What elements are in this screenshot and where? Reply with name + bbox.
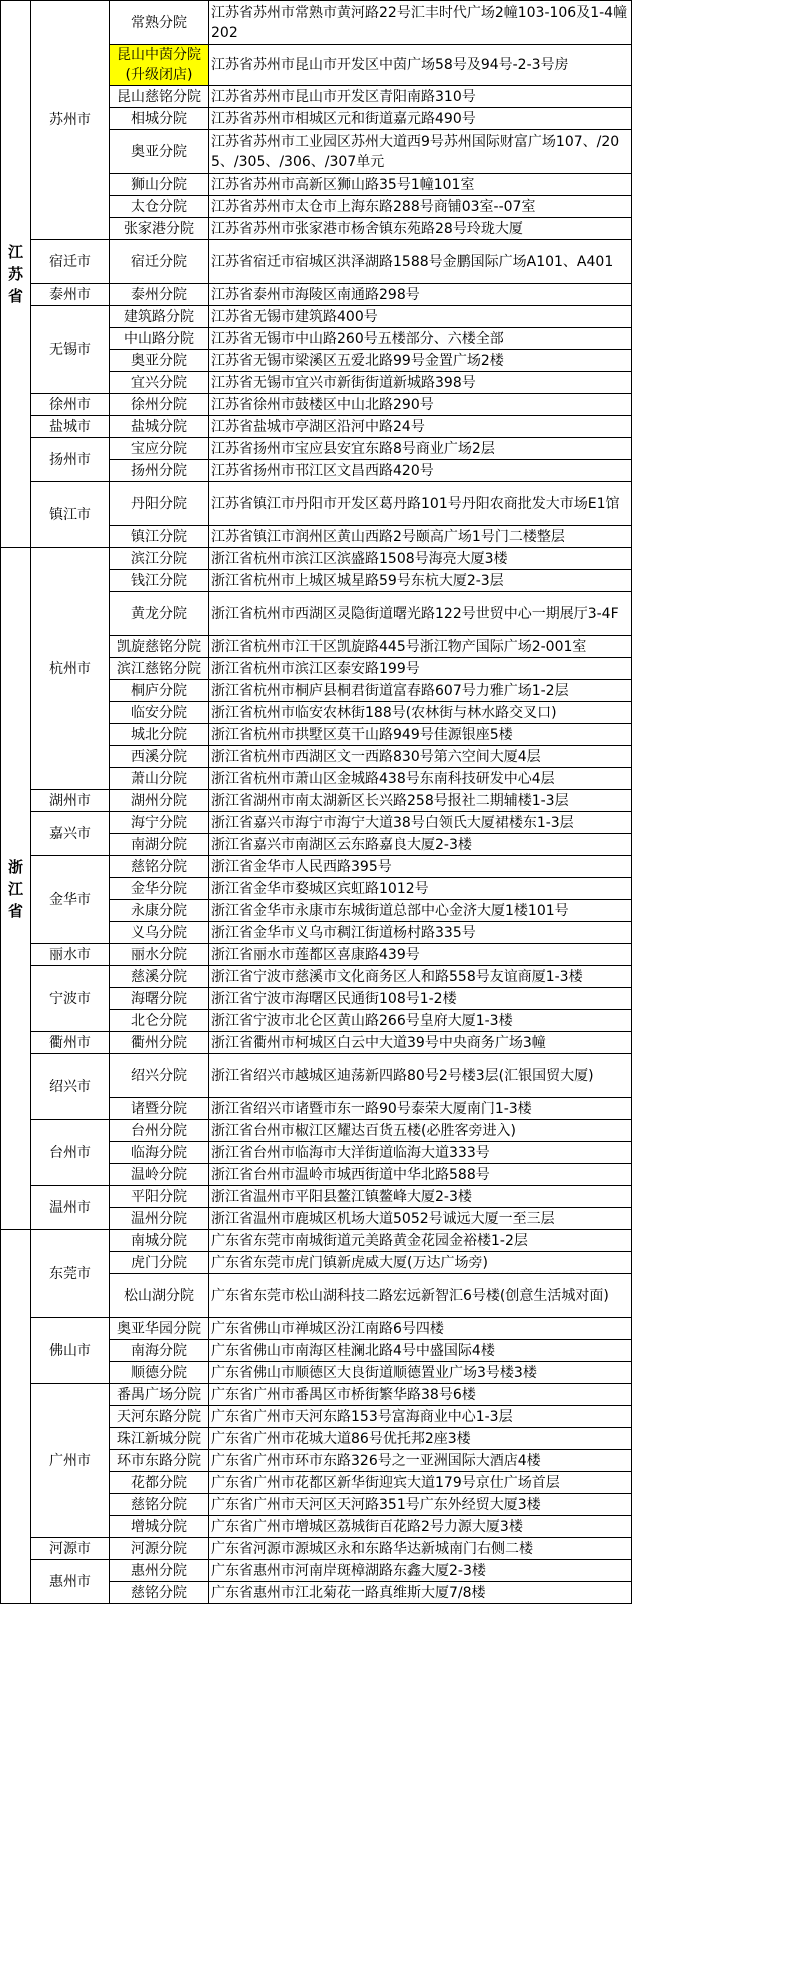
branch-address: 广东省广州市天河东路153号富海商业中心1-3层 <box>209 1406 632 1428</box>
branch-name: 温州分院 <box>110 1208 209 1230</box>
branch-address: 江苏省苏州市太仓市上海东路288号商铺03室--07室 <box>209 196 632 218</box>
branch-name: 昆山慈铭分院 <box>110 86 209 108</box>
branch-name: 钱江分院 <box>110 570 209 592</box>
table-row <box>1 284 632 306</box>
city-name: 镇江市 <box>31 482 110 548</box>
branch-address: 浙江省杭州市滨江区滨盛路1508号海亮大厦3楼 <box>209 548 632 570</box>
branch-name: 天河东路分院 <box>110 1406 209 1428</box>
province-name: 江苏省 <box>7 243 23 305</box>
branch-name: 湖州分院 <box>110 790 209 812</box>
branch-name: 昆山中茵分院(升级闭店) <box>110 45 209 86</box>
branch-name: 珠江新城分院 <box>110 1428 209 1450</box>
branch-name: 花都分院 <box>110 1472 209 1494</box>
table-row <box>1 240 632 284</box>
table-row <box>1 1318 632 1340</box>
branch-name: 西溪分院 <box>110 746 209 768</box>
table-row <box>1 394 632 416</box>
branch-name: 宜兴分院 <box>110 372 209 394</box>
branch-address: 浙江省温州市鹿城区机场大道5052号诚远大厦一至三层 <box>209 1208 632 1230</box>
branch-name: 奥亚华园分院 <box>110 1318 209 1340</box>
branch-address: 江苏省苏州市常熟市黄河路22号汇丰时代广场2幢103-106及1-4幢202 <box>209 1 632 45</box>
branch-address: 浙江省台州市临海市大洋街道临海大道333号 <box>209 1142 632 1164</box>
branch-name: 南海分院 <box>110 1340 209 1362</box>
city-name: 湖州市 <box>31 790 110 812</box>
branch-name: 黄龙分院 <box>110 592 209 636</box>
branch-address: 广东省东莞市南城街道元美路黄金花园金裕楼1-2层 <box>209 1230 632 1252</box>
branch-address: 江苏省无锡市中山路260号五楼部分、六楼全部 <box>209 328 632 350</box>
city-name: 扬州市 <box>31 438 110 482</box>
branch-name: 环市东路分院 <box>110 1450 209 1472</box>
city-name: 绍兴市 <box>31 1054 110 1120</box>
branch-name: 宿迁分院 <box>110 240 209 284</box>
branch-address: 江苏省扬州市邗江区文昌西路420号 <box>209 460 632 482</box>
branch-name: 增城分院 <box>110 1516 209 1538</box>
branch-name: 慈溪分院 <box>110 966 209 988</box>
branch-address: 广东省东莞市松山湖科技二路宏远新智汇6号楼(创意生活城对面) <box>209 1274 632 1318</box>
branch-address: 浙江省温州市平阳县鳌江镇鳌峰大厦2-3楼 <box>209 1186 632 1208</box>
branch-name: 北仑分院 <box>110 1010 209 1032</box>
table-row <box>1 416 632 438</box>
province-name: 浙江省 <box>7 857 23 920</box>
table-row <box>1 306 632 328</box>
branch-name: 桐庐分院 <box>110 680 209 702</box>
branch-name: 海曙分院 <box>110 988 209 1010</box>
branch-name: 临安分院 <box>110 702 209 724</box>
table-row <box>1 944 632 966</box>
city-name: 丽水市 <box>31 944 110 966</box>
table-row <box>1 438 632 460</box>
branch-name: 凯旋慈铭分院 <box>110 636 209 658</box>
branch-name: 镇江分院 <box>110 526 209 548</box>
branch-address: 江苏省徐州市鼓楼区中山北路290号 <box>209 394 632 416</box>
city-name: 无锡市 <box>31 306 110 394</box>
city-name: 泰州市 <box>31 284 110 306</box>
branch-address: 浙江省宁波市海曙区民通街108号1-2楼 <box>209 988 632 1010</box>
branch-address: 广东省广州市环市东路326号之一亚洲国际大酒店4楼 <box>209 1450 632 1472</box>
branch-address: 广东省东莞市虎门镇新虎威大厦(万达广场旁) <box>209 1252 632 1274</box>
city-name: 河源市 <box>31 1538 110 1560</box>
table-row <box>1 1538 632 1560</box>
branch-address: 江苏省苏州市昆山市开发区青阳南路310号 <box>209 86 632 108</box>
branch-name: 张家港分院 <box>110 218 209 240</box>
city-name: 广州市 <box>31 1384 110 1538</box>
branch-name: 盐城分院 <box>110 416 209 438</box>
branch-name: 永康分院 <box>110 900 209 922</box>
table-row <box>1 856 632 878</box>
city-name: 苏州市 <box>31 1 110 240</box>
branch-address: 江苏省苏州市相城区元和街道嘉元路490号 <box>209 108 632 130</box>
branch-address: 浙江省台州市温岭市城西街道中华北路588号 <box>209 1164 632 1186</box>
branch-address: 江苏省泰州市海陵区南通路298号 <box>209 284 632 306</box>
branch-address: 浙江省金华市义乌市稠江街道杨村路335号 <box>209 922 632 944</box>
branch-name: 南湖分院 <box>110 834 209 856</box>
branch-name: 丹阳分院 <box>110 482 209 526</box>
branch-name: 番禺广场分院 <box>110 1384 209 1406</box>
branch-name: 丽水分院 <box>110 944 209 966</box>
branch-address: 江苏省苏州市工业园区苏州大道西9号苏州国际财富广场107、/205、/305、/306、/307单元 <box>209 130 632 174</box>
branch-address: 江苏省无锡市建筑路400号 <box>209 306 632 328</box>
branch-address: 广东省广州市天河区天河路351号广东外经贸大厦3楼 <box>209 1494 632 1516</box>
branch-name: 奥亚分院 <box>110 350 209 372</box>
branch-address: 广东省惠州市江北菊花一路真维斯大厦7/8楼 <box>209 1582 632 1604</box>
branch-name: 义乌分院 <box>110 922 209 944</box>
table-row <box>1 1384 632 1406</box>
branch-name: 河源分院 <box>110 1538 209 1560</box>
branch-address: 江苏省苏州市张家港市杨舍镇东苑路28号玲珑大厦 <box>209 218 632 240</box>
branch-name: 台州分院 <box>110 1120 209 1142</box>
branch-address: 浙江省金华市永康市东城街道总部中心金济大厦1楼101号 <box>209 900 632 922</box>
branch-name: 南城分院 <box>110 1230 209 1252</box>
branch-address: 江苏省宿迁市宿城区洪泽湖路1588号金鹏国际广场A101、A401 <box>209 240 632 284</box>
branch-address: 浙江省绍兴市越城区迪荡新四路80号2号楼3层(汇银国贸大厦) <box>209 1054 632 1098</box>
city-name: 杭州市 <box>31 548 110 790</box>
table-row <box>1 1032 632 1054</box>
branch-address: 浙江省嘉兴市南湖区云东路嘉良大厦2-3楼 <box>209 834 632 856</box>
branch-address: 广东省惠州市河南岸斑樟湖路东鑫大厦2-3楼 <box>209 1560 632 1582</box>
branch-address: 浙江省湖州市南太湖新区长兴路258号报社二期辅楼1-3层 <box>209 790 632 812</box>
city-name: 徐州市 <box>31 394 110 416</box>
branch-name: 松山湖分院 <box>110 1274 209 1318</box>
branch-address: 广东省广州市花城大道86号优托邦2座3楼 <box>209 1428 632 1450</box>
city-name: 台州市 <box>31 1120 110 1186</box>
branch-address: 浙江省绍兴市诸暨市东一路90号泰荣大厦南门1-3楼 <box>209 1098 632 1120</box>
branch-address: 江苏省扬州市宝应县安宜东路8号商业广场2层 <box>209 438 632 460</box>
table-row <box>1 1054 632 1098</box>
branch-name: 奥亚分院 <box>110 130 209 174</box>
branch-address: 浙江省金华市人民西路395号 <box>209 856 632 878</box>
city-name: 东莞市 <box>31 1230 110 1318</box>
table-row <box>1 790 632 812</box>
branch-name: 临海分院 <box>110 1142 209 1164</box>
city-name: 金华市 <box>31 856 110 944</box>
branch-name: 平阳分院 <box>110 1186 209 1208</box>
branch-name: 虎门分院 <box>110 1252 209 1274</box>
branch-name: 海宁分院 <box>110 812 209 834</box>
branch-address: 浙江省衢州市柯城区白云中大道39号中央商务广场3幢 <box>209 1032 632 1054</box>
branch-name: 泰州分院 <box>110 284 209 306</box>
branch-address: 广东省佛山市南海区桂澜北路4号中盛国际4楼 <box>209 1340 632 1362</box>
branch-name: 滨江慈铭分院 <box>110 658 209 680</box>
branch-address: 广东省佛山市禅城区汾江南路6号四楼 <box>209 1318 632 1340</box>
branch-address: 浙江省嘉兴市海宁市海宁大道38号白领氏大厦裙楼东1-3层 <box>209 812 632 834</box>
branch-address: 浙江省台州市椒江区耀达百货五楼(必胜客旁进入) <box>209 1120 632 1142</box>
branch-name: 慈铭分院 <box>110 1582 209 1604</box>
branch-address: 浙江省金华市婺城区宾虹路1012号 <box>209 878 632 900</box>
branch-name: 诸暨分院 <box>110 1098 209 1120</box>
branch-name: 城北分院 <box>110 724 209 746</box>
branch-address: 广东省河源市源城区永和东路华达新城南门右侧二楼 <box>209 1538 632 1560</box>
branch-name: 中山路分院 <box>110 328 209 350</box>
branch-address: 浙江省杭州市滨江区泰安路199号 <box>209 658 632 680</box>
branch-address: 浙江省杭州市西湖区文一西路830号第六空间大厦4层 <box>209 746 632 768</box>
branch-name: 太仓分院 <box>110 196 209 218</box>
table-row <box>1 1120 632 1142</box>
branch-name: 徐州分院 <box>110 394 209 416</box>
branch-address: 浙江省丽水市莲都区喜康路439号 <box>209 944 632 966</box>
branch-name: 慈铭分院 <box>110 856 209 878</box>
table-row <box>1 1560 632 1582</box>
branch-name: 金华分院 <box>110 878 209 900</box>
table-row <box>1 966 632 988</box>
city-name: 衢州市 <box>31 1032 110 1054</box>
branch-name: 滨江分院 <box>110 548 209 570</box>
branch-address: 江苏省无锡市宜兴市新街街道新城路398号 <box>209 372 632 394</box>
branch-name: 狮山分院 <box>110 174 209 196</box>
branch-address: 广东省广州市番禺区市桥街繁华路38号6楼 <box>209 1384 632 1406</box>
branch-address: 江苏省镇江市丹阳市开发区葛丹路101号丹阳农商批发大市场E1馆 <box>209 482 632 526</box>
branch-address: 广东省广州市花都区新华街迎宾大道179号京仕广场首层 <box>209 1472 632 1494</box>
branch-name: 常熟分院 <box>110 1 209 45</box>
city-name: 嘉兴市 <box>31 812 110 856</box>
city-name: 宁波市 <box>31 966 110 1032</box>
branch-name: 宝应分院 <box>110 438 209 460</box>
branch-address: 浙江省杭州市上城区城星路59号东杭大厦2-3层 <box>209 570 632 592</box>
branch-name: 衢州分院 <box>110 1032 209 1054</box>
branch-name: 萧山分院 <box>110 768 209 790</box>
branch-address: 浙江省杭州市萧山区金城路438号东南科技研发中心4层 <box>209 768 632 790</box>
city-name: 温州市 <box>31 1186 110 1230</box>
branch-name: 相城分院 <box>110 108 209 130</box>
city-name: 盐城市 <box>31 416 110 438</box>
table-row <box>1 482 632 526</box>
branch-address: 浙江省宁波市北仑区黄山路266号皇府大厦1-3楼 <box>209 1010 632 1032</box>
branch-address: 浙江省杭州市桐庐县桐君街道富春路607号力雅广场1-2层 <box>209 680 632 702</box>
city-name: 惠州市 <box>31 1560 110 1604</box>
branch-address: 江苏省苏州市高新区狮山路35号1幢101室 <box>209 174 632 196</box>
branch-address: 江苏省苏州市昆山市开发区中茵广场58号及94号-2-3号房 <box>209 45 632 86</box>
branch-address: 浙江省宁波市慈溪市文化商务区人和路558号友谊商厦1-3楼 <box>209 966 632 988</box>
branch-address: 浙江省杭州市西湖区灵隐街道曙光路122号世贸中心一期展厅3-4F <box>209 592 632 636</box>
branch-name: 慈铭分院 <box>110 1494 209 1516</box>
city-name: 佛山市 <box>31 1318 110 1384</box>
branch-name: 建筑路分院 <box>110 306 209 328</box>
branch-name: 温岭分院 <box>110 1164 209 1186</box>
branch-address: 江苏省盐城市亭湖区沿河中路24号 <box>209 416 632 438</box>
table-row <box>1 812 632 834</box>
table-row <box>1 548 632 570</box>
table-row <box>1 1 632 45</box>
branch-address: 江苏省无锡市梁溪区五爱北路99号金置广场2楼 <box>209 350 632 372</box>
branch-address: 浙江省杭州市临安农林街188号(农林街与林水路交叉口) <box>209 702 632 724</box>
branch-address: 江苏省镇江市润州区黄山西路2号颐高广场1号门二楼整层 <box>209 526 632 548</box>
branch-address: 浙江省杭州市江干区凯旋路445号浙江物产国际广场2-001室 <box>209 636 632 658</box>
branch-address: 广东省广州市增城区荔城街百花路2号力源大厦3楼 <box>209 1516 632 1538</box>
branch-name: 惠州分院 <box>110 1560 209 1582</box>
table-row <box>1 1186 632 1208</box>
branch-name: 扬州分院 <box>110 460 209 482</box>
branch-name: 顺德分院 <box>110 1362 209 1384</box>
branch-address: 浙江省杭州市拱墅区莫干山路949号佳源银座5楼 <box>209 724 632 746</box>
branch-name: 绍兴分院 <box>110 1054 209 1098</box>
branch-address: 广东省佛山市顺德区大良街道顺德置业广场3号楼3楼 <box>209 1362 632 1384</box>
table-row <box>1 1230 632 1252</box>
city-name: 宿迁市 <box>31 240 110 284</box>
